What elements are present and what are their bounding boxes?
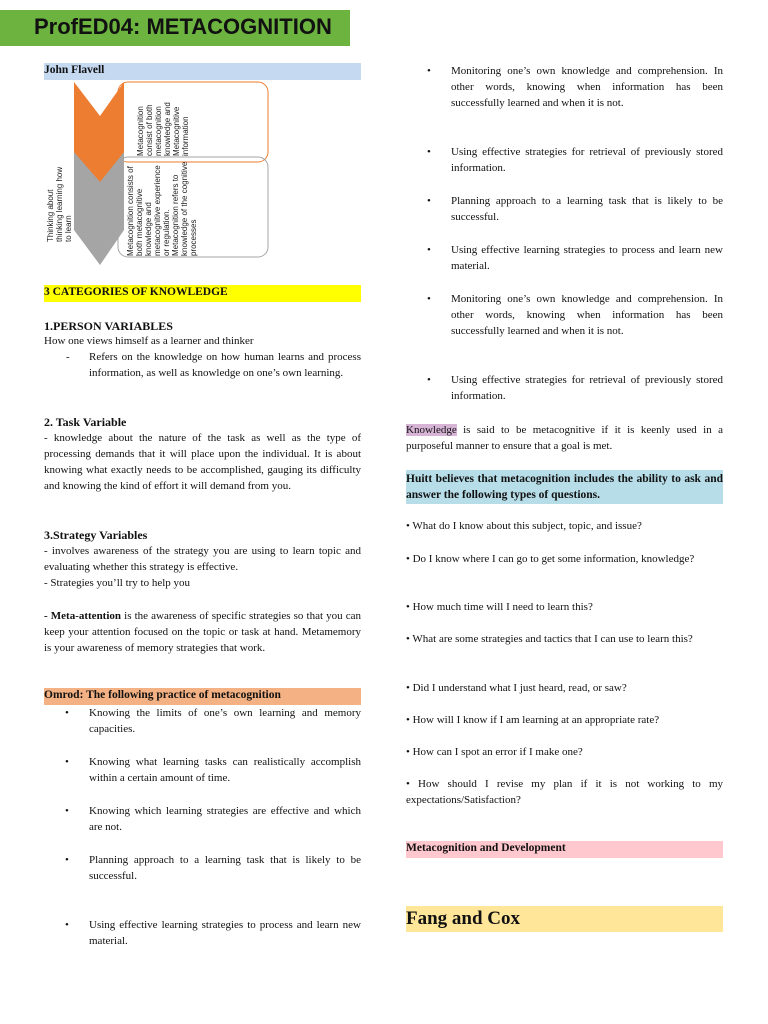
question-item: • How much time will I need to learn this? [406, 601, 593, 613]
bullet-icon: • [427, 374, 431, 386]
fang-cox-heading: Fang and Cox [406, 906, 723, 932]
person-variables-dash-item [44, 349, 361, 381]
knowledge-text: is said to be metacognitive if it is keenly used in a purposeful manner to ensure that a goal is met. [406, 424, 723, 452]
bullet-icon: • [427, 146, 431, 158]
list-item: • Planning approach to a learning task that is likely to be successful. [427, 195, 723, 223]
question-item: • How will I know if I am learning at an appropriate rate? [406, 714, 660, 726]
strategy-variables-line2: - Strategies you’ll try to help you [44, 577, 191, 589]
list-item: • Knowing the limits of one’s own learning and memory capacities. [65, 707, 361, 735]
question-item: • What are some strategies and tactics that I can use to learn this? [406, 633, 693, 645]
bullet-icon: • [65, 919, 69, 931]
meta-attention-lead: - Meta-attention [44, 610, 122, 622]
omrod-list [44, 705, 361, 949]
list-item: • Monitoring one’s own knowledge and comprehension. In other words, knowing when information has been successfully learned and when it is not. [427, 293, 723, 337]
bullet-icon: • [65, 707, 69, 719]
list-item: • Knowing what learning tasks can realistically accomplish within a certain amount of time. [65, 756, 361, 784]
person-variables-heading: 1.PERSON VARIABLES [44, 319, 173, 333]
page-title: ProfED04: METACOGNITION [34, 14, 332, 39]
question-item: • What do I know about this subject, topic, and issue? [406, 520, 642, 532]
flavell-heading: John Flavell [44, 63, 361, 80]
bullet-icon: • [427, 195, 431, 207]
list-item: • Using effective strategies for retrieval of previously stored information. [427, 374, 723, 402]
knowledge-highlight: Knowledge [406, 424, 457, 436]
meta-attention-text: is the awareness of specific strategies so that you can keep your attention focused on the topic or task at hand. Metamemory is your awareness of memory strategies that work. [44, 610, 362, 654]
question-item: • How can I spot an error if I make one? [406, 746, 583, 758]
diagram-arrow-text: Thinking about thinking learning how to learn [46, 166, 73, 242]
huitt-heading: Huitt believes that metacognition includes the ability to ask and answer the following types of questions. [406, 470, 723, 504]
omrod-heading: Omrod: The following practice of metacognition [44, 688, 361, 705]
meta-attention-paragraph [44, 608, 361, 656]
list-item: • Monitoring one’s own knowledge and comprehension. In other words, knowing when information has been successfully learned and when it is not. [427, 65, 723, 109]
list-item: • Using effective learning strategies to process and learn new material. [427, 244, 723, 272]
bullet-icon: • [65, 756, 69, 768]
diagram-box-top-text: Metacognition consist of both metacognition knowledge and Metacognitive information [136, 102, 190, 156]
question-item: • Do I know where I can go to get some information, knowledge? [406, 553, 695, 565]
bullet-icon: • [427, 244, 431, 256]
bullet-icon: • [427, 293, 431, 305]
knowledge-paragraph [406, 422, 723, 454]
task-variable-heading: 2. Task Variable [44, 415, 127, 429]
bullet-icon: • [427, 65, 431, 77]
strategy-variables-heading: 3.Strategy Variables [44, 528, 148, 542]
strategy-variables-line1: - involves awareness of the strategy you are using to learn topic and evaluating whether this strategy is effective. [44, 545, 361, 573]
practice-list-continued [406, 63, 723, 404]
bullet-icon: • [65, 805, 69, 817]
person-variables-line: How one views himself as a learner and thinker [44, 335, 254, 347]
list-item: • Using effective strategies for retrieval of previously stored information. [427, 146, 723, 174]
question-item: • Did I understand what I just heard, read, or saw? [406, 682, 627, 694]
categories-heading: 3 CATEGORIES OF KNOWLEDGE [44, 285, 361, 302]
list-item: • Planning approach to a learning task that is likely to be successful. [65, 854, 361, 882]
person-variables-dash-text: Refers on the knowledge on how human learns and process information, as well as knowledge on one’s own learning. [89, 351, 361, 379]
diagram-box-bottom-text: Metacognition consists of both metacognitive knowledge and metacognitive experience or regulation. Metacognition refers to knowledge of the cognitive processes [126, 161, 198, 256]
bullet-icon: • [65, 854, 69, 866]
list-item: • Knowing which learning strategies are effective and which are not. [65, 805, 361, 833]
flavell-diagram [44, 80, 364, 270]
task-variable-text: - knowledge about the nature of the task as well as the type of processing demands that it will place upon the individual. It is about knowing what exactly needs to be accomplished, gauging its difficulty and knowing the kind of effort it will demand from you. [44, 432, 361, 492]
list-item: • Using effective learning strategies to process and learn new material. [65, 919, 361, 947]
question-item: • How should I revise my plan if it is not working to my expectations/Satisfaction? [406, 778, 723, 806]
development-heading: Metacognition and Development [406, 841, 723, 858]
dash-marker: - [66, 351, 70, 363]
